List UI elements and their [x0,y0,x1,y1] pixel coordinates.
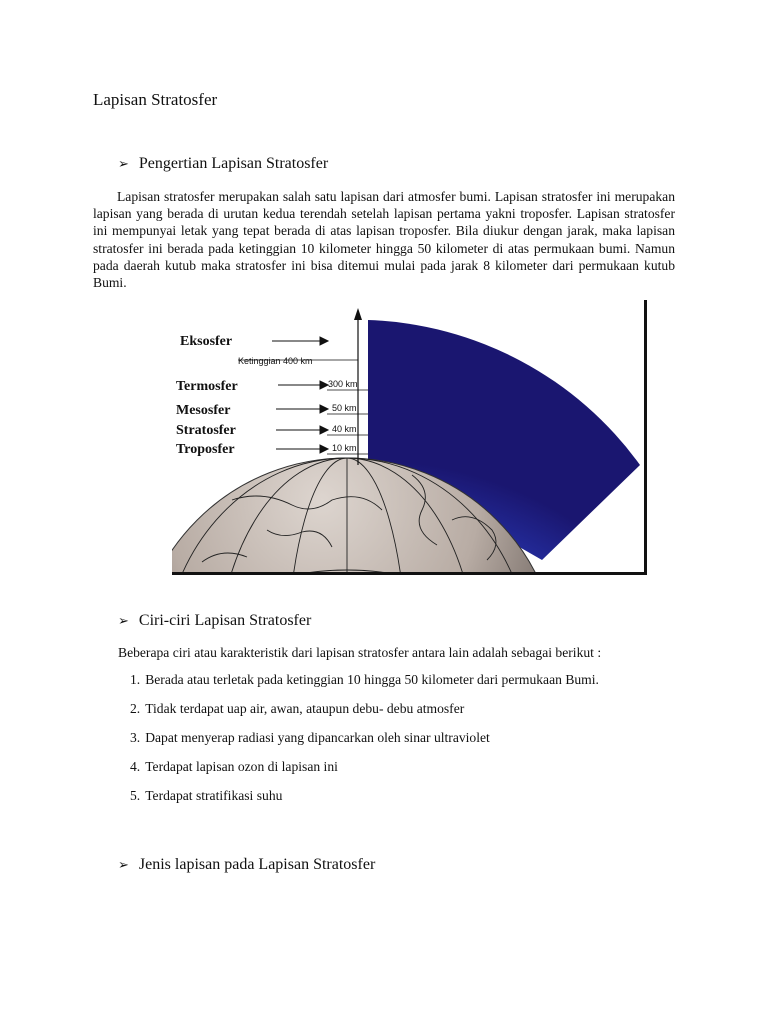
section-heading [118,155,328,173]
altitude-axis-arrow-icon [354,308,362,320]
list-text: Dapat menyerap radiasi yang dipancarkan oleh sinar ultraviolet [145,730,490,745]
label-50km: 50 km [332,403,357,413]
label-eksosfer: Eksosfer [180,334,233,349]
list-number: 5. [130,788,141,803]
section-heading-text: Ciri-ciri Lapisan Stratosfer [138,612,312,629]
label-ketinggian: Ketinggian 400 km [238,356,313,366]
list-text: Terdapat lapisan ozon di lapisan ini [145,759,338,774]
list-text: Tidak terdapat uap air, awan, ataupun debu- debu atmosfer [145,701,465,716]
bullet-arrow-icon: ➢ [118,857,129,873]
paragraph: Lapisan stratosfer merupakan salah satu lapisan dari atmosfer bumi. Lapisan stratosfer ini merupakan lapisan yang berada di urutan kedua terendah setelah lapisan pertama yakni troposfer. Lapisan stratosfer ini mempunyai letak yang tepat berada di atas lapisan troposfer. Bila diukur dengan jarak, maka lapisan stratosfer ini berada pada ketinggian 10 kilometer hingga 50 kilometer di atas permukaan bumi. Namun pada daerah kutub maka stratosfer ini bisa ditemui mulai pada jarak 8 kilometer dari permukaan kutub Bumi. [93,189,675,291]
label-40km: 40 km [332,424,357,434]
list-number: 2. [130,701,141,716]
list-number: 4. [130,759,141,774]
list-intro: Beberapa ciri atau karakteristik dari lapisan stratosfer antara lain adalah sebagai berikut : [118,645,602,660]
list-text: Berada atau terletak pada ketinggian 10 hingga 50 kilometer dari permukaan Bumi. [145,672,599,687]
label-troposfer: Troposfer [176,442,235,457]
list-number: 3. [130,730,141,745]
section-heading [118,612,311,630]
section-heading-text: Pengertian Lapisan Stratosfer [138,155,329,172]
bullet-arrow-icon: ➢ [118,613,129,629]
characteristics-list [130,672,599,817]
atmosphere-diagram [172,300,647,575]
label-10km: 10 km [332,443,357,453]
layer-labels [176,334,238,457]
list-item [130,730,599,759]
label-termosfer: Termosfer [176,379,238,394]
list-text: Terdapat stratifikasi suhu [145,788,283,803]
list-item [130,672,599,701]
document-title: Lapisan Stratosfer [93,90,218,109]
section-heading [118,856,375,874]
list-item [130,759,599,788]
list-item [130,788,599,817]
list-item [130,701,599,730]
list-number: 1. [130,672,141,687]
label-mesosfer: Mesosfer [176,403,231,418]
label-stratosfer: Stratosfer [176,423,236,438]
section-heading-text: Jenis lapisan pada Lapisan Stratosfer [138,856,376,873]
bullet-arrow-icon: ➢ [118,156,129,172]
label-300km: 300 km [328,379,358,389]
